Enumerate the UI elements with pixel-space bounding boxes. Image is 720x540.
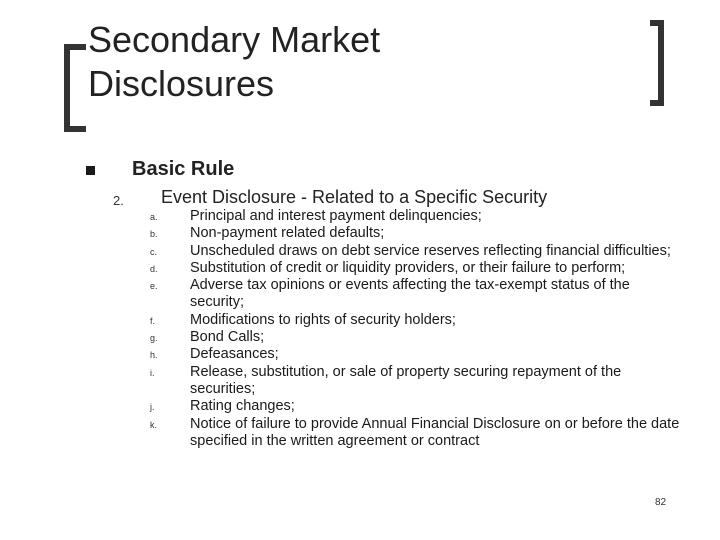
- title-bracket-right: [650, 20, 664, 106]
- list-item-text: Substitution of credit or liquidity providers, or their failure to perform;: [190, 259, 626, 276]
- list-item-text: Rating changes;: [190, 398, 295, 415]
- list-item-text: Release, substitution, or sale of property securing repayment of the securities;: [190, 363, 622, 397]
- list-item-text: Non-payment related defaults;: [190, 225, 385, 242]
- subpoint-heading: Event Disclosure - Related to a Specific Security: [161, 187, 548, 207]
- list-item: [150, 312, 680, 329]
- list-item: [150, 243, 680, 260]
- list-item-marker: c.: [150, 246, 158, 257]
- event-list: [150, 208, 680, 450]
- title-bracket-left: [64, 44, 86, 132]
- list-item: [150, 277, 680, 312]
- list-item-marker: j.: [150, 402, 155, 413]
- list-item-text: Principal and interest payment delinquencies;: [190, 208, 482, 224]
- list-item-text: Modifications to rights of security holders;: [190, 311, 456, 328]
- list-item-text: Notice of failure to provide Annual Financial Disclosure on or before the date specified in the written agreement or contract: [190, 415, 680, 449]
- list-item-text: Bond Calls;: [190, 329, 265, 346]
- list-item-marker: d.: [150, 263, 158, 274]
- list-item-marker: a.: [150, 212, 158, 222]
- page-number: 82: [655, 497, 667, 508]
- list-item-text: Unscheduled draws on debt service reserves reflecting financial difficulties;: [190, 242, 671, 259]
- list-item: [150, 329, 680, 346]
- list-item: [150, 398, 680, 415]
- square-bullet-icon: [86, 166, 95, 175]
- list-item-marker: f.: [150, 315, 156, 326]
- list-item-marker: k.: [150, 419, 158, 430]
- bullet-heading-basic-rule: Basic Rule: [132, 158, 235, 180]
- list-item: [150, 208, 680, 225]
- list-item-marker: b.: [150, 229, 158, 240]
- list-item: [150, 260, 680, 277]
- page-title: [88, 18, 380, 106]
- list-item-text: Defeasances;: [190, 346, 279, 363]
- list-item-marker: i.: [150, 367, 155, 378]
- list-item: [150, 364, 680, 399]
- list-item: [150, 346, 680, 363]
- title-line-1: Secondary Market: [88, 19, 381, 60]
- list-item-marker: e.: [150, 281, 158, 292]
- list-item: [150, 225, 680, 242]
- subpoint-number: 2.: [113, 193, 124, 208]
- list-item-marker: g.: [150, 333, 158, 344]
- title-line-2: Disclosures: [88, 63, 275, 104]
- list-item: [150, 416, 680, 451]
- list-item-marker: h.: [150, 350, 158, 361]
- list-item-text: Adverse tax opinions or events affecting the tax-exempt status of the security;: [190, 277, 630, 311]
